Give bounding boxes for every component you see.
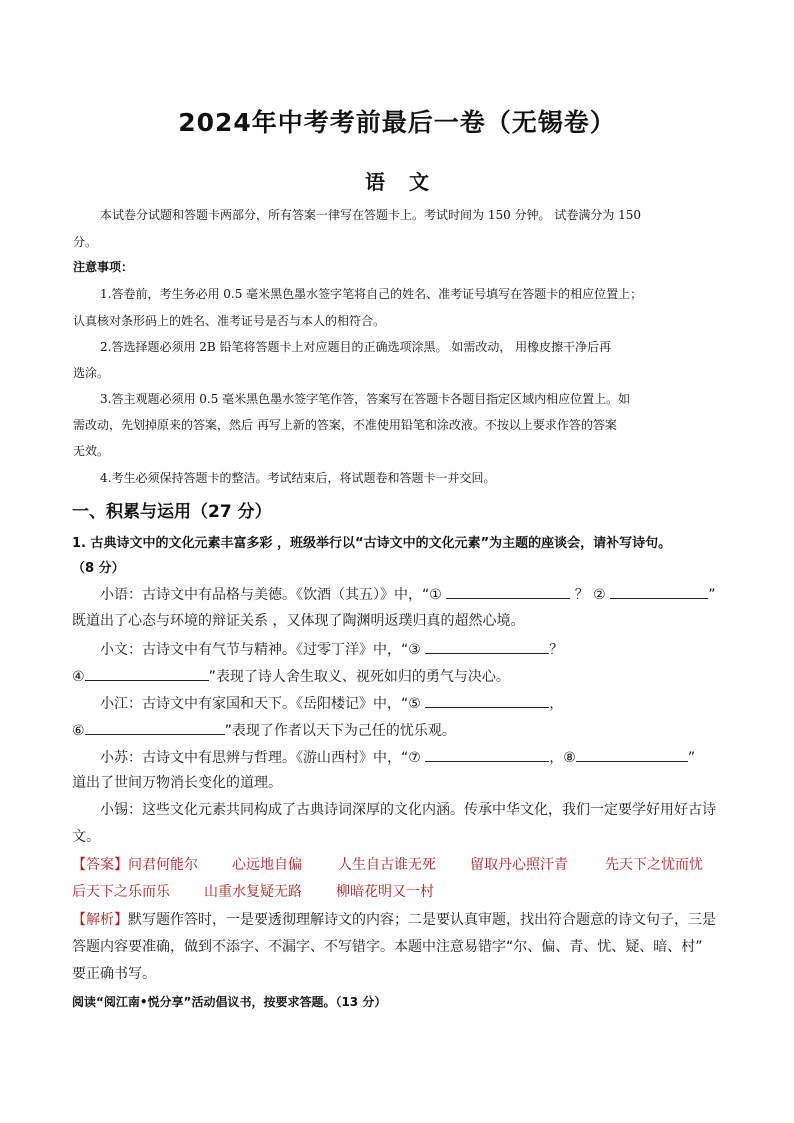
- blank-5[interactable]: [425, 693, 549, 708]
- p2-text-c: ④: [72, 669, 85, 685]
- analysis-text-1: 默写题作答时，一是要透彻理解诗文的内容；二是要认真审题，找出符合题意的诗文句子，三是: [128, 912, 716, 928]
- paragraph-5-line-1: 小锡：这些文化元素共同构成了古典诗词深厚的文化内涵。传承中华文化，我们一定要学好用好古诗: [100, 802, 716, 818]
- p4-text-a: 小苏：古诗文中有思辨与哲理。《游山西村》中，“⑦: [100, 750, 421, 766]
- p2-text-a: 小文：古诗文中有气节与精神。《过零丁洋》中，“③: [100, 642, 421, 658]
- answer-line-2: [72, 883, 434, 901]
- analysis-label: 【解析】: [72, 912, 128, 928]
- answer-item: 柳暗花明又一村: [336, 884, 434, 900]
- notice-2a: 2.答选择题必须用 2B 铅笔将答题卡上对应题目的正确选项涂黑。 如需改动， 用橡皮擦干净后再: [100, 340, 612, 354]
- answer-line-1: [72, 856, 703, 874]
- blank-6[interactable]: [85, 720, 225, 735]
- paragraph-4-line-2: 道出了世间万物消长变化的道理。: [72, 775, 282, 791]
- blank-1[interactable]: [446, 584, 570, 599]
- page-title: 2024年中考考前最后一卷（无锡卷）: [178, 108, 616, 137]
- notice-3a: 3.答主观题必须用 0.5 毫米黑色墨水签字笔作答，答案写在答题卡各题目指定区域内相应位置上。如: [100, 392, 631, 406]
- blank-8[interactable]: [576, 747, 688, 762]
- paragraph-5-line-2: 文。: [72, 829, 100, 845]
- notice-1a: 1.答卷前，考生务必用 0.5 毫米黑色墨水签字笔将自己的姓名、准考证号填写在答题卡的相应位置上；: [100, 287, 643, 301]
- notice-1b: 认真核对条形码上的姓名、准考证号是否与本人的相符合。: [73, 314, 386, 328]
- p3-text-a: 小江：古诗文中有家国和天下。《岳阳楼记》中，“⑤: [100, 696, 421, 712]
- blank-7[interactable]: [425, 747, 549, 762]
- analysis-line-2: 答题内容要准确，做到不添字、不漏字、不写错字。本题中注意易错字“尔、偏、青、忧、疑、暗、村”: [72, 939, 703, 955]
- p4-text-b: ，⑧: [549, 750, 576, 766]
- notice-4: 4.考生必须保持答题卡的整洁。考试结束后，将试题卷和答题卡一并交回。: [100, 471, 496, 485]
- paragraph-4-line-1: [100, 747, 695, 767]
- intro-line-2: 分。: [73, 235, 98, 249]
- answer-item: 山重水复疑无路: [204, 884, 302, 900]
- blank-3[interactable]: [425, 639, 549, 654]
- paragraph-3-line-1: [100, 693, 563, 713]
- analysis-line-1: [72, 911, 716, 929]
- answer-item: 先天下之忧而忧: [605, 857, 703, 873]
- intro-line-1: 本试卷分试题和答题卡两部分，所有答案一律写在答题卡上。考试时间为 150 分钟。 试卷满分为 150: [100, 208, 642, 222]
- notice-3b: 需改动，先划掉原来的答案，然后 再写上新的答案，不准使用铅笔和涂改液。不按以上要求作答的答案: [73, 418, 617, 432]
- blank-4[interactable]: [85, 666, 209, 681]
- answer-item: 后天下之乐而乐: [72, 884, 170, 900]
- section-heading: 一、积累与运用（27 分）: [72, 502, 272, 522]
- p2-text-b: ？: [549, 642, 564, 658]
- answer-item: 人生自古谁无死: [338, 857, 436, 873]
- notice-3c: 无效。: [73, 444, 110, 458]
- paragraph-2-line-1: [100, 639, 563, 659]
- p3-text-b: ，: [549, 696, 564, 712]
- subject-char-1: 语: [365, 170, 385, 194]
- answer-label: 【答案】: [72, 857, 128, 873]
- p1-text-c: ”: [708, 587, 716, 603]
- p3-text-d: ”表现了作者以天下为己任的忧乐观。: [224, 723, 456, 739]
- question-1-line-2: （8 分）: [72, 561, 125, 576]
- subject-heading: [0, 166, 794, 195]
- paragraph-3-line-2: [72, 720, 456, 740]
- analysis-line-3: 要正确书写。: [72, 966, 156, 982]
- p3-text-c: ⑥: [72, 723, 85, 739]
- reading-instruction: 阅读“阅江南•悦分享”活动倡议书，按要求答题。（13 分）: [72, 995, 387, 1009]
- p2-text-d: ”表现了诗人舍生取义、视死如归的勇气与决心。: [208, 669, 510, 685]
- notice-2b: 选涂。: [73, 366, 110, 380]
- paragraph-2-line-2: [72, 666, 510, 686]
- blank-2[interactable]: [610, 584, 708, 599]
- answer-item: 问君何能尔: [128, 857, 198, 873]
- p1-text-a: 小语：古诗文中有品格与美德。《饮酒（其五）》中，“①: [100, 587, 442, 603]
- question-1-line-1: 1. 古典诗文中的文化元素丰富多彩 ，班级举行以“古诗文中的文化元素”为主题的座谈会，请补写诗句。: [72, 536, 672, 551]
- paragraph-1-line-1: [100, 584, 715, 604]
- answer-item: 留取丹心照汗青: [470, 857, 568, 873]
- answer-item: 心远地自偏: [232, 857, 302, 873]
- notice-title: 注意事项：: [73, 260, 134, 274]
- p4-text-c: ”: [687, 750, 696, 766]
- p1-text-b: ？ ②: [574, 587, 606, 603]
- paragraph-1-line-2: 既道出了心态与环境的辩证关系 ，又体现了陶渊明返璞归真的超然心境。: [72, 613, 525, 629]
- subject-char-2: 文: [409, 170, 429, 194]
